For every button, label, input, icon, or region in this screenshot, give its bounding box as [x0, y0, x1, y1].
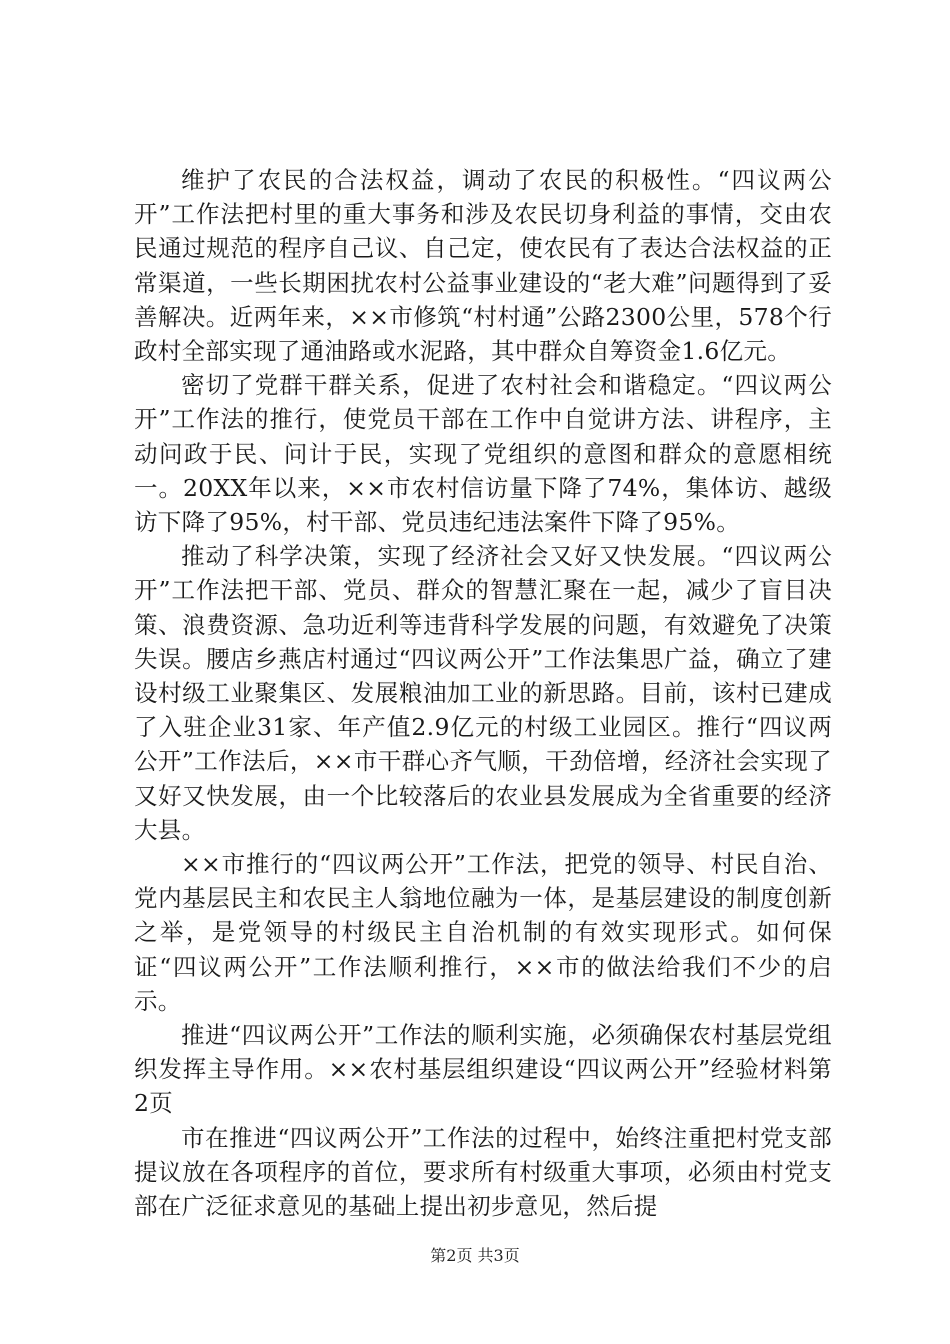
paragraph-1: 维护了农民的合法权益，调动了农民的积极性。“四议两公开”工作法把村里的重大事务和涉及农民切身利益的事情，交由农民通过规范的程序自己议、自己定，使农民有了表达合法权益的正常渠道，一些长期困扰农村公益事业建设的“老大难”问题得到了妥善解决。近两年来，××市修筑“村村通”公路2300公里，578个行政村全部实现了通油路或水泥路，其中群众自筹资金1.6亿元。 — [134, 166, 832, 366]
paragraph-2: 密切了党群干群关系，促进了农村社会和谐稳定。“四议两公开”工作法的推行，使党员干部在工作中自觉讲方法、讲程序，主动问政于民、问计于民，实现了党组织的意图和群众的意愿相统一。20XX年以来，××市农村信访量下降了74%，集体访、越级访下降了95%，村干部、党员违纪违法案件下降了95%。 — [134, 371, 832, 537]
body-text — [134, 163, 832, 1223]
page-footer: 第2页 共3页 — [430, 1246, 520, 1265]
paragraph-6: 市在推进“四议两公开”工作法的过程中，始终注重把村党支部提议放在各项程序的首位，要求所有村级重大事项，必须由村党支部在广泛征求意见的基础上提出初步意见，然后提 — [134, 1123, 832, 1221]
paragraph-5: 推进“四议两公开”工作法的顺利实施，必须确保农村基层党组织发挥主导作用。××农村基层组织建设“四议两公开”经验材料第2页 — [134, 1021, 832, 1118]
paragraph-3: 推动了科学决策，实现了经济社会又好又快发展。“四议两公开”工作法把干部、党员、群众的智慧汇聚在一起，减少了盲目决策、浪费资源、急功近利等违背科学发展的问题，有效避免了决策失误。腰店乡燕店村通过“四议两公开”工作法集思广益，确立了建设村级工业聚集区、发展粮油加工业的新思路。目前，该村已建成了入驻企业31家、年产值2.9亿元的村级工业园区。推行“四议两公开”工作法后，××市干群心齐气顺，干劲倍增，经济社会实现了又好又快发展，由一个比较落后的农业县发展成为全省重要的经济大县。 — [134, 542, 832, 844]
paragraph-4: ××市推行的“四议两公开”工作法，把党的领导、村民自治、党内基层民主和农民主人翁地位融为一体，是基层建设的制度创新之举，是党领导的村级民主自治机制的有效实现形式。如何保证“四议两公开”工作法顺利推行，××市的做法给我们不少的启示。 — [134, 850, 832, 1015]
